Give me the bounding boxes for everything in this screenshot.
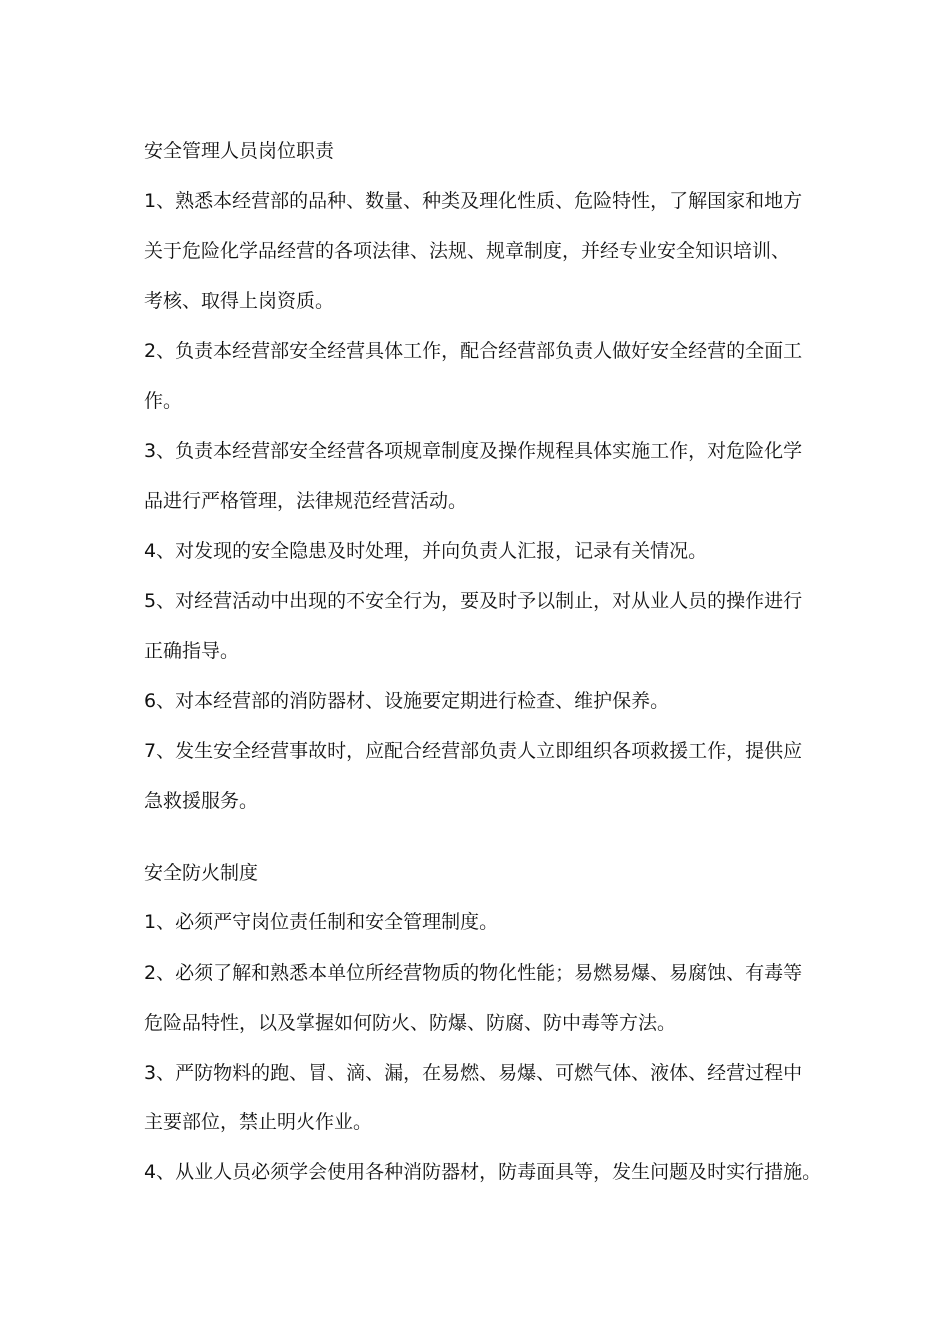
paragraph-line: 考核、取得上岗资质。 [144,290,335,312]
paragraph-line: 3、严防物料的跑、冒、滴、漏，在易燃、易爆、可燃气体、液体、经营过程中 [144,1062,803,1084]
paragraph-line: 6、对本经营部的消防器材、设施要定期进行检查、维护保养。 [144,690,670,712]
section-title-post-duties: 安全管理人员岗位职责 [144,140,335,162]
paragraph-line: 品进行严格管理，法律规范经营活动。 [144,490,468,512]
paragraph-line: 2、负责本经营部安全经营具体工作，配合经营部负责人做好安全经营的全面工 [144,340,803,362]
paragraph-line: 1、熟悉本经营部的品种、数量、种类及理化性质、危险特性，了解国家和地方 [144,190,803,212]
paragraph-line: 关于危险化学品经营的各项法律、法规、规章制度，并经专业安全知识培训、 [144,240,791,262]
paragraph-line: 2、必须了解和熟悉本单位所经营物质的物化性能；易燃易爆、易腐蚀、有毒等 [144,962,803,984]
paragraph-line: 5、对经营活动中出现的不安全行为，要及时予以制止，对从业人员的操作进行 [144,590,803,612]
paragraph-line: 4、从业人员必须学会使用各种消防器材，防毒面具等，发生问题及时实行措施。 [144,1161,822,1183]
paragraph-line: 4、对发现的安全隐患及时处理，并向负责人汇报，记录有关情况。 [144,540,708,562]
paragraph-line: 急救援服务。 [144,790,259,812]
paragraph-line: 主要部位，禁止明火作业。 [144,1111,373,1133]
paragraph-line: 3、负责本经营部安全经营各项规章制度及操作规程具体实施工作，对危险化学 [144,440,803,462]
paragraph-line: 作。 [144,390,183,412]
paragraph-line: 1、必须严守岗位责任制和安全管理制度。 [144,911,499,933]
paragraph-line: 7、发生安全经营事故时，应配合经营部负责人立即组织各项救援工作，提供应 [144,740,803,762]
paragraph-line: 正确指导。 [144,640,240,662]
section-title-fire-safety: 安全防火制度 [144,862,259,884]
paragraph-line: 危险品特性，以及掌握如何防火、防爆、防腐、防中毒等方法。 [144,1012,677,1034]
